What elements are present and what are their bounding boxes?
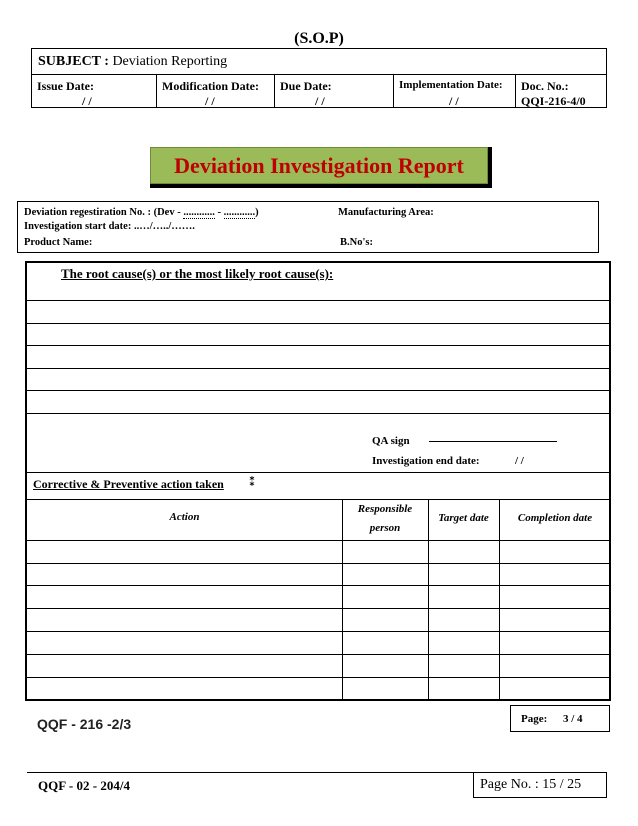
subject-label: SUBJECT : [38, 54, 109, 69]
registration-no-part1: ............ [183, 207, 215, 218]
registration-no-label: Deviation regestiration No. : (Dev - [24, 207, 181, 218]
subject-row [32, 49, 606, 75]
table-row [27, 585, 609, 586]
table-row [27, 563, 609, 564]
footer-page-number: Page No. : 15 / 25 [473, 772, 607, 798]
table-row [27, 608, 609, 609]
column-divider [499, 499, 500, 699]
registration-no-part2: ............ [223, 207, 256, 218]
batch-numbers-label: B.No's: [340, 237, 373, 248]
qa-sign-line[interactable] [429, 441, 557, 442]
sop-heading: (S.O.P) [294, 30, 344, 47]
issue-date-cell [32, 75, 157, 108]
table-row [27, 677, 609, 678]
due-date-label: Due Date: [280, 79, 332, 93]
investigation-start-field: Investigation start date: ..…/…../……. [24, 221, 195, 232]
issue-date-value: / / [82, 94, 92, 108]
column-header-action: Action [169, 511, 200, 523]
root-cause-line [27, 300, 609, 301]
manufacturing-area-label: Manufacturing Area: [338, 207, 434, 218]
report-title-banner [150, 147, 492, 188]
root-cause-line [27, 390, 609, 391]
implementation-date-value: / / [449, 94, 459, 108]
deviation-info-box [17, 201, 599, 253]
table-row [27, 654, 609, 655]
root-cause-line [27, 413, 609, 414]
form-code: QQF - 216 -2/3 [37, 716, 132, 732]
page-indicator-box [510, 705, 610, 732]
table-row [27, 631, 609, 632]
modification-date-label: Modification Date: [162, 79, 259, 93]
due-date-cell [275, 75, 394, 108]
issue-date-label: Issue Date: [37, 79, 94, 93]
column-header-responsible: Responsible [357, 503, 413, 515]
registration-no-field[interactable] [24, 207, 259, 218]
investigation-end-value: / / [515, 455, 524, 467]
capa-title: Corrective & Preventive action taken [33, 477, 224, 491]
registration-no-close: ) [255, 207, 259, 218]
qa-sign-label: QA sign [372, 435, 410, 447]
doc-no-cell [516, 75, 606, 108]
capa-title-mark: ⁑ [249, 475, 256, 489]
investigation-end-label: Investigation end date: [372, 455, 480, 467]
root-cause-line [27, 368, 609, 369]
column-header-responsible-line2: person [369, 522, 401, 534]
report-title: Deviation Investigation Report [150, 147, 488, 184]
page-value: 3 / 4 [563, 713, 583, 725]
section-divider [27, 472, 609, 473]
root-cause-title: The root cause(s) or the most likely root cause(s): [61, 266, 334, 281]
doc-no-value: QQI-216-4/0 [521, 94, 586, 108]
product-name-label: Product Name: [24, 237, 93, 248]
modification-date-value: / / [205, 94, 215, 108]
column-header-completion-date: Completion date [517, 512, 593, 524]
registration-no-separator: - [217, 207, 221, 218]
due-date-value: / / [315, 94, 325, 108]
table-row [27, 540, 609, 541]
root-cause-line [27, 323, 609, 324]
capa-table-top [27, 499, 609, 500]
doc-no-label: Doc. No.: [521, 79, 569, 93]
modification-date-cell [157, 75, 275, 108]
subject-value: Deviation Reporting [112, 54, 228, 69]
implementation-date-label: Implementation Date: [399, 79, 503, 91]
investigation-main-area [25, 261, 611, 701]
document-header-table [31, 48, 607, 108]
footer-form-code: QQF - 02 - 204/4 [38, 778, 130, 793]
column-divider [428, 499, 429, 699]
root-cause-line [27, 345, 609, 346]
implementation-date-cell [394, 75, 516, 108]
page-label: Page: [521, 713, 548, 725]
column-header-target-date: Target date [438, 512, 489, 524]
